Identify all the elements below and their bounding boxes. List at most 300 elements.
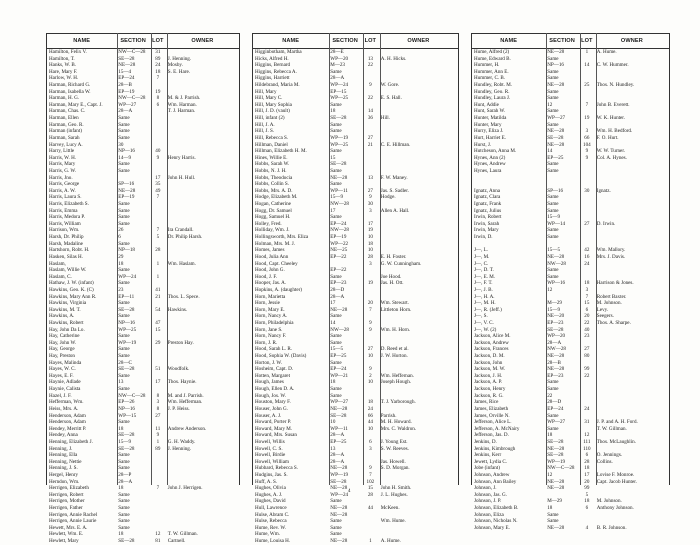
- entry-section: Same: [547, 207, 559, 214]
- entry-section: 28—B: [118, 82, 132, 89]
- entry-section: EP—25: [330, 438, 347, 445]
- table-row: [472, 214, 669, 221]
- entry-name: Herrigen, Annie Rachel: [49, 511, 98, 518]
- entry-owner: [379, 128, 458, 135]
- column-divider: [329, 33, 330, 485]
- entry-lot: [150, 115, 166, 122]
- table-row: [47, 379, 239, 386]
- entry-section: EP—22: [330, 253, 347, 260]
- entry-lot: 8: [156, 95, 160, 102]
- entry-name: Hogg, Dr. Samuel: [255, 207, 292, 214]
- entry-section: WP—19: [330, 472, 349, 478]
- entry-owner: A. Hume.: [596, 49, 617, 55]
- entry-name: Houser, John G.: [255, 405, 288, 412]
- table-row: [47, 142, 239, 149]
- header-owner: OWNER: [407, 38, 430, 44]
- entry-name: Howard, Mary M.: [255, 425, 293, 432]
- entry-name: Ignatz, Frank: [474, 201, 502, 208]
- entry-name: Herrigen, Elizabeth: [49, 485, 89, 492]
- entry-name: Jackson, Frances: [474, 346, 509, 353]
- entry-section: WP—22: [330, 240, 349, 247]
- header-owner: OWNER: [620, 38, 643, 44]
- entry-owner: [379, 161, 458, 168]
- entry-name: Harlow, W. H.: [49, 75, 79, 82]
- entry-lot: 6: [585, 306, 589, 313]
- entry-name: Hundley, Geo. R.: [474, 88, 510, 95]
- entry-lot: [362, 181, 379, 188]
- entry-name: Jackson, Henry: [474, 386, 506, 393]
- table-row: [253, 307, 458, 314]
- entry-owner: [379, 221, 458, 228]
- table-row: [47, 452, 239, 459]
- entry-lot: [362, 459, 379, 466]
- entry-owner: Anthony Johnson.: [596, 505, 634, 512]
- entry-section: 29: [118, 253, 124, 260]
- table-row: [47, 62, 239, 69]
- entry-owner: [595, 56, 669, 63]
- entry-section: EP—23: [330, 280, 347, 287]
- entry-section: NE—28: [330, 174, 348, 181]
- entry-lot: [150, 373, 166, 380]
- table-row: [47, 386, 239, 393]
- entry-section: SE—28: [330, 478, 347, 485]
- entry-section: Same: [118, 333, 130, 340]
- entry-section: EP—19: [118, 88, 135, 95]
- entry-name: Hurry, Eliza J.: [474, 128, 504, 135]
- table-row: [253, 227, 458, 234]
- entry-name: Horn, Nancy F.: [255, 333, 287, 340]
- entry-owner: Cartnell.: [167, 538, 186, 545]
- entry-lot: 9: [369, 82, 372, 89]
- entry-name: Hay, John Da Lo.: [49, 326, 85, 333]
- table-row: [47, 432, 239, 439]
- table-row: [47, 155, 239, 162]
- entry-lot: 17: [155, 174, 161, 181]
- entry-lot: 28: [584, 458, 590, 465]
- entry-lot: [579, 227, 595, 234]
- entry-owner: [166, 148, 239, 155]
- table-row: [47, 492, 239, 499]
- table-row: [47, 49, 239, 56]
- table-row: [47, 485, 239, 492]
- table-row: [47, 214, 239, 221]
- entry-owner: [595, 95, 669, 102]
- entry-section: Same: [118, 452, 130, 459]
- entry-section: WP—24: [118, 273, 137, 280]
- entry-name: Hill, Mary: [255, 88, 277, 95]
- entry-owner: [595, 175, 669, 182]
- entry-section: 14—9: [118, 154, 132, 161]
- entry-name: J—, S.: [474, 313, 488, 320]
- entry-name: Houston, Mary F.: [255, 399, 291, 406]
- entry-section: Same: [547, 108, 559, 115]
- entry-owner: McKeen.: [380, 505, 400, 512]
- table-row: [253, 419, 458, 426]
- entry-section: 18: [118, 260, 124, 267]
- entry-name: Howell, William: [255, 458, 289, 465]
- table-row: [253, 241, 458, 248]
- table-row: [47, 294, 239, 301]
- entry-section: 12: [547, 286, 553, 293]
- table-row: [47, 525, 239, 532]
- entry-section: NE—28: [547, 82, 565, 89]
- entry-owner: Woodfolk.: [167, 366, 190, 373]
- table-row: [253, 115, 458, 122]
- entry-section: NE—20: [547, 313, 565, 320]
- entry-lot: 18: [155, 68, 161, 75]
- entry-name: Hartshorn, Robt. H.: [49, 247, 90, 254]
- table-row: [472, 227, 669, 234]
- entry-name: Haslam, Willie W.: [49, 267, 87, 274]
- entry-name: Hunter, Matilda: [474, 115, 507, 122]
- entry-owner: [379, 313, 458, 320]
- table-row: [253, 188, 458, 195]
- entry-lot: [362, 148, 379, 155]
- table-row: [47, 465, 239, 472]
- entry-owner: [166, 512, 239, 519]
- entry-owner: [379, 62, 458, 69]
- column-divider: [151, 33, 152, 485]
- entry-name: Hogg, Samuel H.: [255, 214, 291, 221]
- table-row: [253, 175, 458, 182]
- entry-section: NP—16: [547, 62, 564, 69]
- entry-section: Same: [118, 220, 130, 227]
- entry-name: Irwin, Sarah: [474, 220, 500, 227]
- entry-name: Haslam,: [49, 260, 66, 267]
- table-row: [47, 56, 239, 63]
- entry-owner: [595, 366, 669, 373]
- entry-lot: 27: [367, 134, 373, 141]
- entry-owner: Lovise F. Monroe.: [596, 472, 635, 478]
- entry-name: Harsh, Madaline: [49, 240, 83, 247]
- entry-owner: J. Young Est.: [380, 438, 408, 445]
- entry-lot: 18: [584, 498, 590, 505]
- entry-owner: Littleton Horn.: [380, 306, 412, 313]
- entry-name: J—, R. (Jeff.): [474, 306, 502, 313]
- entry-lot: [150, 161, 166, 168]
- entry-section: 28—C: [118, 359, 132, 366]
- entry-lot: 10: [367, 379, 373, 386]
- entry-section: 28—P: [118, 472, 132, 478]
- entry-name: J—, E. M.: [474, 273, 496, 280]
- entry-name: Hobbs, Collin S.: [255, 181, 289, 188]
- entry-name: Holley, Fred.: [255, 220, 282, 227]
- entry-lot: [579, 69, 595, 76]
- entry-name: Hewlett, Mary: [49, 538, 79, 545]
- entry-owner: [595, 287, 669, 294]
- entry-lot: 13: [367, 174, 373, 181]
- table-row: [472, 201, 669, 208]
- rows: [253, 49, 458, 545]
- entry-section: Same: [547, 386, 559, 393]
- entry-section: SE—28: [118, 306, 135, 313]
- table-row: [472, 102, 669, 109]
- entry-section: SE—28: [547, 134, 564, 141]
- entry-lot: 66: [367, 412, 373, 419]
- entry-section: NE—28: [330, 405, 348, 412]
- entry-lot: 18: [367, 240, 373, 247]
- entry-owner: J. Henning.: [167, 55, 192, 62]
- entry-section: Same: [118, 491, 130, 498]
- table-row: [47, 267, 239, 274]
- entry-lot: 24: [155, 62, 161, 69]
- entry-name: Hood, Capt. Cheeley: [255, 260, 298, 267]
- entry-owner: [166, 128, 239, 135]
- entry-lot: [150, 518, 166, 525]
- entry-lot: 6: [156, 101, 160, 108]
- entry-name: Hughes, Olivia: [255, 485, 286, 492]
- entry-section: SE—28: [547, 438, 564, 445]
- entry-name: Houser, A. J.: [255, 412, 282, 419]
- entry-name: Hendey, Merritt P.: [49, 425, 87, 432]
- entry-lot: 16: [584, 253, 590, 260]
- entry-section: NE—28: [547, 524, 565, 531]
- entry-lot: [362, 525, 379, 532]
- entry-section: Same: [547, 379, 559, 386]
- entry-section: 28—D: [330, 286, 345, 293]
- entry-owner: [595, 360, 669, 367]
- entry-name: Hay, John W.: [49, 339, 77, 346]
- entry-name: Henning, J.: [49, 445, 73, 452]
- entry-lot: 20: [584, 478, 590, 485]
- entry-owner: [166, 241, 239, 248]
- table-row: [472, 128, 669, 135]
- table-row: [47, 254, 239, 261]
- entry-name: Hood, J. F.: [255, 273, 278, 280]
- entry-owner: [166, 135, 239, 142]
- entry-lot: 6: [369, 438, 372, 445]
- entry-section: Same: [330, 386, 342, 393]
- table-row: [47, 446, 239, 453]
- column-divider: [596, 33, 597, 485]
- entry-name: Howard, Mrs. Susan: [255, 432, 297, 439]
- entry-name: Johnson, Ann Bailey: [474, 478, 517, 485]
- header-section: SECTION: [120, 38, 146, 44]
- entry-lot: [150, 280, 166, 287]
- entry-name: Henning, J. S.: [49, 465, 78, 472]
- entry-section: 18: [547, 432, 553, 439]
- entry-owner: [379, 75, 458, 82]
- entry-owner: Thos. N. Hundley.: [596, 82, 635, 89]
- table-row: [47, 75, 239, 82]
- entry-section: 28—A: [330, 432, 345, 439]
- entry-name: Hulse, Rebecca: [255, 518, 287, 525]
- entry-name: Jackson, D. M.: [474, 353, 505, 360]
- entry-section: [545, 492, 579, 499]
- entry-lot: 10: [367, 247, 373, 254]
- entry-lot: 9: [585, 148, 589, 155]
- entry-lot: [150, 419, 166, 426]
- table-row: [47, 148, 239, 155]
- entry-lot: [579, 201, 595, 208]
- entry-lot: [150, 360, 166, 367]
- entry-name: Hood, Sarah L. R.: [255, 346, 293, 353]
- entry-lot: [362, 360, 379, 367]
- table-row: [47, 181, 239, 188]
- entry-lot: 12: [155, 531, 161, 538]
- entry-name: Hume, Rev. W.: [255, 524, 286, 531]
- entry-owner: [595, 241, 669, 248]
- entry-lot: [362, 102, 379, 109]
- entry-owner: Dr. Philip Harsh.: [167, 234, 203, 241]
- table-row: [472, 287, 669, 294]
- entry-section: WP—15: [118, 412, 137, 419]
- entry-owner: O. Jennings.: [596, 452, 623, 459]
- table-row: [472, 346, 669, 353]
- entry-section: 28—D: [547, 399, 562, 406]
- entry-owner: Allen A. Hall.: [380, 207, 410, 214]
- entry-section: Same: [118, 518, 130, 525]
- entry-owner: [166, 346, 239, 353]
- table-row: [253, 82, 458, 89]
- entry-name: Harsh, Dr. Philip: [49, 234, 84, 241]
- entry-owner: [166, 459, 239, 466]
- entry-lot: 10: [367, 353, 373, 360]
- entry-section: Same: [547, 194, 559, 201]
- entry-name: Jefferson, A. McNairy: [474, 425, 520, 432]
- entry-name: Harris, Jno.: [49, 174, 73, 181]
- entry-owner: [379, 366, 458, 373]
- entry-lot: 40: [155, 148, 161, 155]
- entry-lot: 7: [156, 194, 160, 201]
- entry-section: [328, 261, 362, 268]
- table-row: [472, 465, 669, 472]
- entry-section: 23: [118, 286, 124, 293]
- entry-section: EP—15: [330, 88, 347, 95]
- table-row: [47, 300, 239, 307]
- entry-section: Same: [547, 273, 559, 280]
- entry-lot: 54: [155, 306, 161, 313]
- entry-section: Same: [118, 161, 130, 168]
- entry-lot: 5: [156, 234, 160, 241]
- entry-owner: Capt. Jacob Hunter.: [596, 478, 637, 485]
- table-row: [472, 181, 669, 188]
- entry-owner: Wm. Stewart.: [380, 300, 409, 307]
- entry-owner: [166, 274, 239, 281]
- entry-section: 15—4: [118, 68, 132, 75]
- table-row: [472, 168, 669, 175]
- entry-owner: [595, 261, 669, 268]
- entry-lot: [579, 161, 595, 168]
- table-row: [472, 459, 669, 466]
- entry-owner: [166, 122, 239, 129]
- entry-section: NW—28: [330, 201, 349, 208]
- entry-section: NE—28: [547, 478, 565, 485]
- entry-owner: [379, 531, 458, 538]
- entry-section: Same: [330, 128, 342, 135]
- entry-section: WP—25: [330, 141, 349, 148]
- table-row: [253, 333, 458, 340]
- entry-lot: 41: [155, 286, 161, 293]
- table-row: [253, 294, 458, 301]
- entry-owner: [595, 393, 669, 400]
- column-header: [472, 33, 669, 49]
- entry-lot: 3: [156, 399, 160, 406]
- entry-section: NP—16: [118, 319, 135, 326]
- table-row: [253, 62, 458, 69]
- table-row: [253, 261, 458, 268]
- table-row: [253, 505, 458, 512]
- entry-section: SE—28: [118, 538, 135, 545]
- table-row: [253, 208, 458, 215]
- entry-owner: W. Gore.: [380, 82, 400, 89]
- entry-name: Harris, Elizabeth S.: [49, 201, 89, 208]
- entry-section: NE—28: [118, 187, 136, 194]
- entry-section: SE—28: [118, 55, 135, 62]
- entry-lot: 20: [367, 300, 373, 307]
- table-row: [472, 386, 669, 393]
- entry-section: WP—25: [118, 326, 137, 333]
- entry-owner: [166, 419, 239, 426]
- entry-section: Same: [330, 498, 342, 505]
- entry-name: Harris, George: [49, 181, 80, 188]
- entry-owner: D. Reed et al.: [380, 346, 409, 353]
- table-row: [253, 373, 458, 380]
- entry-owner: [379, 122, 458, 129]
- entry-owner: [166, 208, 239, 215]
- entry-owner: [379, 452, 458, 459]
- entry-owner: [166, 75, 239, 82]
- entry-section: WP—11: [330, 425, 348, 432]
- entry-section: NE—28: [547, 366, 565, 373]
- entry-section: WP—19: [547, 458, 566, 465]
- entry-section: SE—28: [547, 452, 564, 459]
- entry-name: Hicks, Alfred H.: [255, 55, 289, 62]
- entry-name: Hare, Mary F.: [49, 68, 78, 75]
- table-row: [47, 221, 239, 228]
- table-row: [253, 69, 458, 76]
- table-row: [47, 459, 239, 466]
- entry-lot: 22: [584, 319, 590, 326]
- table-row: [472, 208, 669, 215]
- table-row: [472, 399, 669, 406]
- entry-owner: [595, 274, 669, 281]
- entry-lot: 15: [155, 326, 161, 333]
- entry-name: J—, J. B.: [474, 286, 493, 293]
- entry-section: 18: [118, 425, 124, 432]
- entry-section: Same: [118, 128, 130, 135]
- entry-owner: [379, 241, 458, 248]
- entry-section: 28—A: [118, 108, 133, 115]
- entry-section: EP—26: [118, 399, 135, 406]
- entry-owner: Jas. Howell.: [380, 458, 406, 465]
- table-row: [472, 446, 669, 453]
- table-row: [472, 432, 669, 439]
- entry-owner: [595, 379, 669, 386]
- entry-lot: [362, 386, 379, 393]
- entry-name: Hosheim, Capt. D.: [255, 366, 294, 373]
- table-row: [472, 56, 669, 63]
- entry-lot: 2: [369, 372, 372, 379]
- column-divider: [546, 33, 547, 485]
- entry-lot: 27: [155, 412, 161, 419]
- entry-lot: [150, 479, 166, 486]
- entry-owner: Mosby.: [167, 62, 183, 69]
- entry-section: M—29: [547, 300, 562, 307]
- entry-name: Hundley, Laura J.: [474, 95, 511, 102]
- entry-section: NW—28: [547, 346, 566, 353]
- table-row: [47, 227, 239, 234]
- entry-name: Hasken, Silas H.: [49, 253, 83, 260]
- entry-owner: Mrs. C. Waldron.: [380, 425, 417, 432]
- entry-owner: Wm. Harman.: [167, 101, 197, 108]
- entry-name: Johnson, J. P.: [474, 498, 502, 505]
- entry-lot: 9: [369, 465, 372, 472]
- entry-name: Hendey, Anna: [49, 432, 78, 439]
- entry-lot: 15: [584, 300, 590, 307]
- entry-owner: F. O. Hurt.: [596, 134, 619, 141]
- entry-owner: [379, 102, 458, 109]
